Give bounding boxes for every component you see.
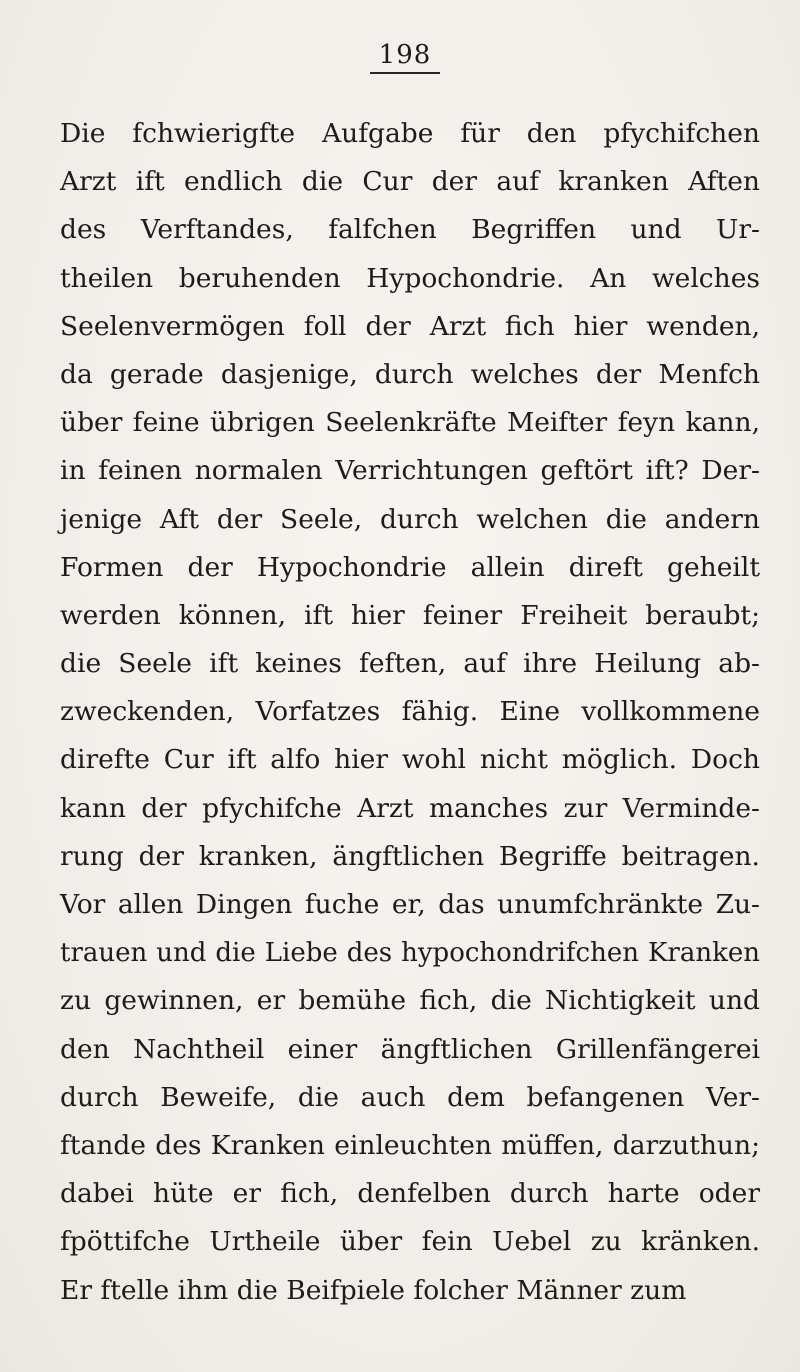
text-line: des Verftandes, falfchen Begriffen und Ur- xyxy=(60,214,760,246)
page-number: 198 xyxy=(370,40,440,74)
text-line: Er ftelle ihm die Beifpiele folcher Männer zum xyxy=(60,1274,687,1306)
text-line: dabei hüte er fich, denfelben durch harte oder xyxy=(60,1178,760,1210)
body-text xyxy=(60,110,760,1315)
text-line: Die fchwierigfte Aufgabe für den pfychifchen xyxy=(60,118,760,149)
text-line: ftande des Kranken einleuchten müffen, darzuthun; xyxy=(60,1129,760,1161)
text-line: direfte Cur ift alfo hier wohl nicht möglich. Doch xyxy=(60,744,760,776)
text-line: fpöttifche Urtheile über fein Uebel zu kränken. xyxy=(60,1226,760,1258)
text-line: Arzt ift endlich die Cur der auf kranken Aften xyxy=(60,166,760,198)
text-line: zweckenden, Vorfatzes fähig. Eine vollkommene xyxy=(60,696,760,728)
text-line: jenige Aft der Seele, durch welchen die andern xyxy=(60,503,760,535)
text-line: rung der kranken, ängftlichen Begriffe beitragen. xyxy=(60,840,760,872)
text-line: Vor allen Dingen fuche er, das unumfchränkte Zu- xyxy=(60,889,760,920)
text-line: trauen und die Liebe des hypochondrifchen Kranken xyxy=(60,938,760,969)
text-line: den Nachtheil einer ängftlichen Grillenfängerei xyxy=(60,1033,760,1065)
text-line: in feinen normalen Verrichtungen geftört ift? Der- xyxy=(60,455,760,487)
text-line: werden können, ift hier feiner Freiheit beraubt; xyxy=(60,599,760,631)
text-line: zu gewinnen, er bemühe fich, die Nichtigkeit und xyxy=(60,985,760,1017)
text-line: theilen beruhenden Hypochondrie. An welches xyxy=(60,262,760,294)
text-line: über feine übrigen Seelenkräfte Meifter feyn kann, xyxy=(60,407,760,439)
text-line: kann der pfychifche Arzt manches zur Verminde- xyxy=(60,792,760,824)
text-line: Seelenvermögen foll der Arzt fich hier wenden, xyxy=(60,310,760,342)
text-line: Formen der Hypochondrie allein direft geheilt xyxy=(60,551,760,583)
text-line: durch Beweife, die auch dem befangenen Ver- xyxy=(60,1081,760,1113)
text-line: die Seele ift keines feften, auf ihre Heilung ab- xyxy=(60,648,760,680)
text-line: da gerade dasjenige, durch welches der Menfch xyxy=(60,358,760,390)
